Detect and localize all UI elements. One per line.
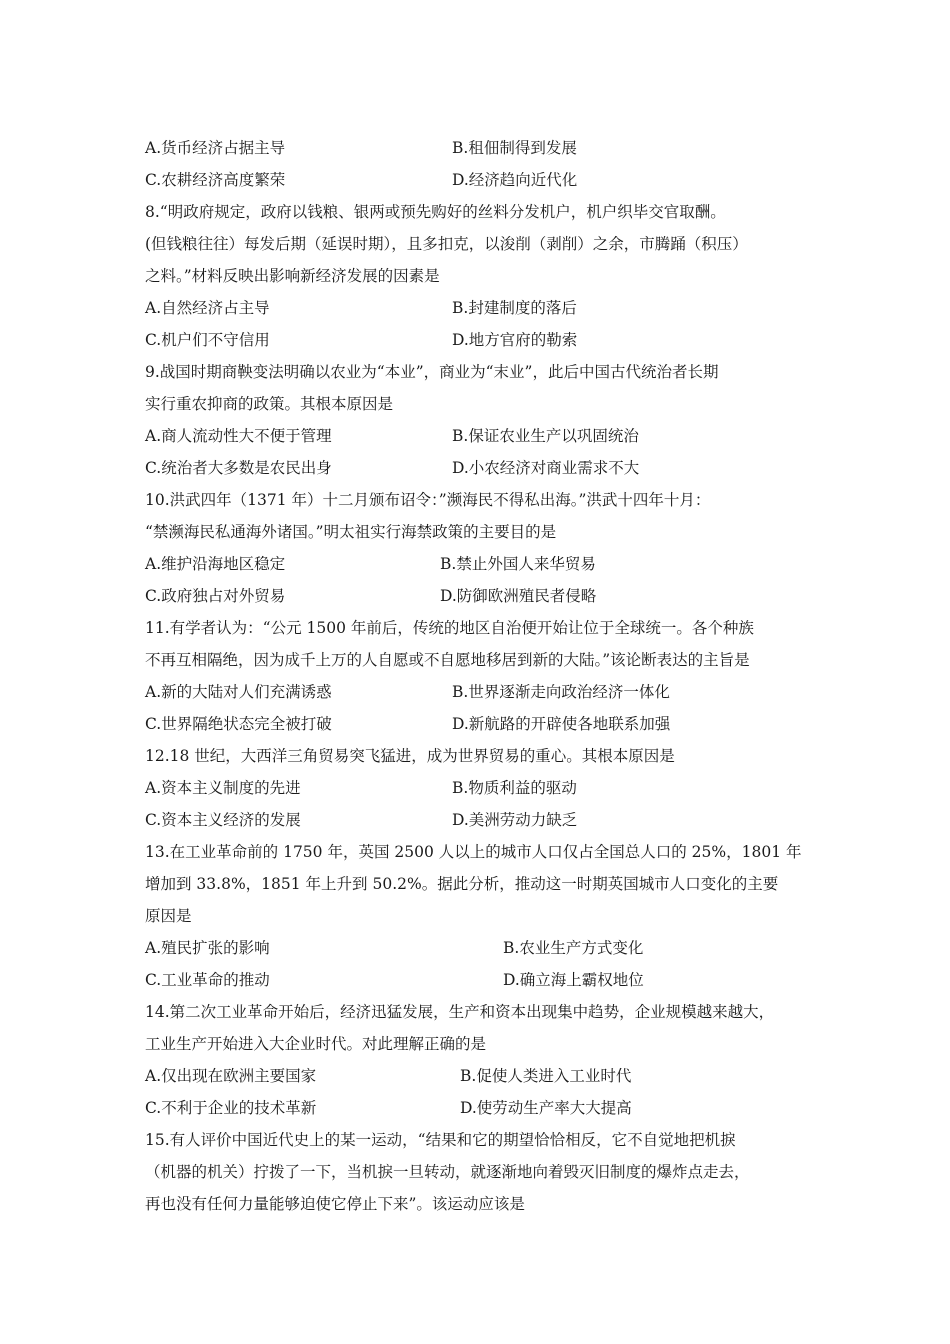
- q8-option-a: A.自然经济占主导: [145, 299, 270, 317]
- q7-option-b: B.租佃制得到发展: [452, 139, 577, 157]
- q8-option-b: B.封建制度的落后: [452, 299, 577, 317]
- q13-option-d: D.确立海上霸权地位: [503, 971, 644, 989]
- q14-option-d: D.使劳动生产率大大提高: [460, 1099, 632, 1117]
- q10-option-d: D.防御欧洲殖民者侵略: [440, 587, 597, 605]
- q12-stem-line-1: 12.18 世纪，大西洋三角贸易突飞猛进，成为世界贸易的重心。其根本原因是: [145, 747, 675, 765]
- q14-option-a: A.仅出现在欧洲主要国家: [145, 1067, 317, 1085]
- q12-option-b: B.物质利益的驱动: [452, 779, 577, 797]
- q15-stem-line-1: 15.有人评价中国近代史上的某一运动，“结果和它的期望恰恰相反，它不自觉地把机捩: [145, 1131, 736, 1149]
- q14-stem-line-2: 工业生产开始进入大企业时代。对此理解正确的是: [145, 1035, 487, 1053]
- q14-option-b: B.促使人类进入工业时代: [460, 1067, 632, 1085]
- q11-option-a: A.新的大陆对人们充满诱惑: [145, 683, 332, 701]
- q10-stem-line-2: “禁濒海民私通海外诸国。”明太祖实行海禁政策的主要目的是: [145, 523, 557, 541]
- q9-option-d: D.小农经济对商业需求不大: [452, 459, 640, 477]
- q9-option-b: B.保证农业生产以巩固统治: [452, 427, 639, 445]
- q10-option-c: C.政府独占对外贸易: [145, 587, 286, 605]
- q9-option-c: C.统治者大多数是农民出身: [145, 459, 332, 477]
- q15-stem-line-2: （机器的机关）拧拨了一下，当机捩一旦转动，就逐渐地向着毁灭旧制度的爆炸点走去，: [145, 1163, 750, 1181]
- q14-stem-line-1: 14.第二次工业革命开始后，经济迅猛发展，生产和资本出现集中趋势，企业规模越来越大，: [145, 1003, 775, 1021]
- q10-stem-line-1: 10.洪武四年（1371 年）十二月颁布诏令：”濒海民不得私出海。”洪武十四年十月：: [145, 491, 711, 509]
- q8-option-d: D.地方官府的勒索: [452, 331, 578, 349]
- q10-option-b: B.禁止外国人来华贸易: [440, 555, 596, 573]
- q11-option-d: D.新航路的开辟使各地联系加强: [452, 715, 671, 733]
- q13-stem-line-1: 13.在工业革命前的 1750 年，英国 2500 人以上的城市人口仅占全国总人口的 25%，1801 年: [145, 843, 802, 861]
- q7-option-c: C.农耕经济高度繁荣: [145, 171, 286, 189]
- q12-option-d: D.美洲劳动力缺乏: [452, 811, 578, 829]
- q10-option-a: A.维护沿海地区稳定: [145, 555, 286, 573]
- q12-option-a: A.资本主义制度的先进: [145, 779, 301, 797]
- q12-option-c: C.资本主义经济的发展: [145, 811, 301, 829]
- q14-option-c: C.不利于企业的技术革新: [145, 1099, 317, 1117]
- q8-option-c: C.机户们不守信用: [145, 331, 270, 349]
- q9-stem-line-1: 9.战国时期商鞅变法明确以农业为“本业”，商业为“末业”，此后中国古代统治者长期: [145, 363, 719, 381]
- q8-stem-line-2: (但钱粮往往）每发后期（延误时期），且多扣克，以浚削（剥削）之余，市腾踊（积压）: [145, 235, 748, 253]
- q8-stem-line-1: 8.“明政府规定，政府以钱粮、银两或预先购好的丝料分发机户，机户织毕交官取酬。: [145, 203, 726, 221]
- q9-stem-line-2: 实行重农抑商的政策。其根本原因是: [145, 395, 394, 413]
- q7-option-d: D.经济趋向近代化: [452, 171, 578, 189]
- q11-option-c: C.世界隔绝状态完全被打破: [145, 715, 332, 733]
- q13-option-b: B.农业生产方式变化: [503, 939, 644, 957]
- q7-option-a: A.货币经济占据主导: [145, 139, 286, 157]
- q11-stem-line-2: 不再互相隔绝，因为成千上万的人自愿或不自愿地移居到新的大陆。”该论断表达的主旨是: [145, 651, 750, 669]
- q11-stem-line-1: 11.有学者认为：“公元 1500 年前后，传统的地区自治便开始让位于全球统一。各个种族: [145, 619, 754, 637]
- q13-stem-line-2: 增加到 33.8%，1851 年上升到 50.2%。据此分析，推动这一时期英国城市人口变化的主要: [145, 875, 779, 893]
- q13-option-c: C.工业革命的推动: [145, 971, 270, 989]
- q13-option-a: A.殖民扩张的影响: [145, 939, 270, 957]
- q9-option-a: A.商人流动性大不便于管理: [145, 427, 332, 445]
- q8-stem-line-3: 之料。”材料反映出影响新经济发展的因素是: [145, 267, 440, 285]
- q11-option-b: B.世界逐渐走向政治经济一体化: [452, 683, 670, 701]
- q13-stem-line-3: 原因是: [145, 907, 192, 925]
- q15-stem-line-3: 再也没有任何力量能够迫使它停止下来”。该运动应该是: [145, 1195, 525, 1213]
